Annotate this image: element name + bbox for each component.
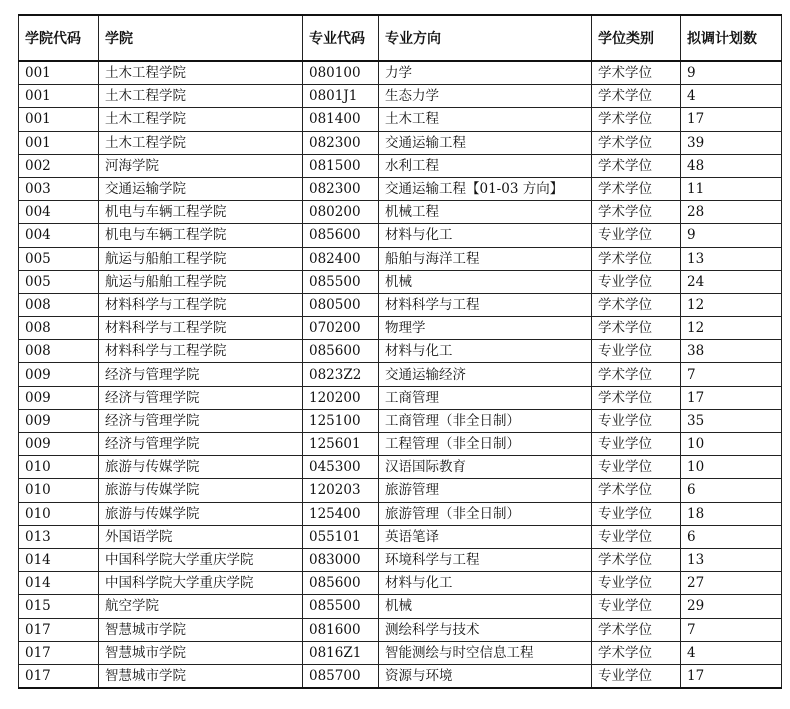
college-cell: 航运与船舶工程学院	[99, 247, 303, 270]
table-row	[19, 247, 782, 270]
college-cell: 材料科学与工程学院	[99, 340, 303, 363]
college-code-cell: 005	[19, 270, 99, 293]
planned-count-cell: 27	[681, 572, 782, 595]
college-code-cell: 010	[19, 502, 99, 525]
major-direction-cell: 工商管理	[379, 386, 592, 409]
major-direction-cell: 生态力学	[379, 85, 592, 108]
table-row	[19, 548, 782, 571]
table-row	[19, 131, 782, 154]
table-row	[19, 340, 782, 363]
planned-count-cell: 6	[681, 479, 782, 502]
degree-type-cell: 学术学位	[592, 201, 681, 224]
planned-count-cell: 13	[681, 247, 782, 270]
major-direction-cell: 环境科学与工程	[379, 548, 592, 571]
planned-count-cell: 48	[681, 154, 782, 177]
degree-type-cell: 学术学位	[592, 386, 681, 409]
major-code-cell: 085600	[303, 340, 379, 363]
planned-count-cell: 10	[681, 456, 782, 479]
major-direction-cell: 工商管理（非全日制）	[379, 409, 592, 432]
college-cell: 机电与车辆工程学院	[99, 224, 303, 247]
planned-count-cell: 28	[681, 201, 782, 224]
college-cell: 土木工程学院	[99, 131, 303, 154]
planned-count-cell: 9	[681, 61, 782, 85]
header-row	[19, 15, 782, 61]
enrollment-plan-table	[18, 14, 782, 689]
degree-type-cell: 学术学位	[592, 61, 681, 85]
table-row	[19, 386, 782, 409]
major-direction-cell: 力学	[379, 61, 592, 85]
college-cell: 土木工程学院	[99, 108, 303, 131]
college-code-cell: 014	[19, 548, 99, 571]
table-row	[19, 61, 782, 85]
degree-type-cell: 学术学位	[592, 293, 681, 316]
major-direction-cell: 英语笔译	[379, 525, 592, 548]
major-direction-cell: 测绘科学与技术	[379, 618, 592, 641]
major-code-cell: 120200	[303, 386, 379, 409]
major-direction-cell: 机械	[379, 270, 592, 293]
enrollment-plan-sheet	[18, 14, 782, 689]
table-row	[19, 201, 782, 224]
college-cell: 经济与管理学院	[99, 386, 303, 409]
degree-type-cell: 学术学位	[592, 177, 681, 200]
planned-count-cell: 9	[681, 224, 782, 247]
table-row	[19, 108, 782, 131]
degree-type-cell: 专业学位	[592, 502, 681, 525]
major-direction-cell: 工程管理（非全日制）	[379, 433, 592, 456]
major-code-cell: 080100	[303, 61, 379, 85]
degree-type-cell: 专业学位	[592, 409, 681, 432]
college-code-cell: 014	[19, 572, 99, 595]
degree-type-cell: 学术学位	[592, 317, 681, 340]
header-degree-type: 学位类别	[592, 15, 681, 61]
degree-type-cell: 学术学位	[592, 548, 681, 571]
college-cell: 交通运输学院	[99, 177, 303, 200]
degree-type-cell: 学术学位	[592, 618, 681, 641]
degree-type-cell: 专业学位	[592, 572, 681, 595]
table-header	[19, 15, 782, 61]
major-code-cell: 0823Z2	[303, 363, 379, 386]
table-row	[19, 664, 782, 688]
college-cell: 旅游与传媒学院	[99, 502, 303, 525]
planned-count-cell: 17	[681, 108, 782, 131]
degree-type-cell: 学术学位	[592, 363, 681, 386]
table-row	[19, 433, 782, 456]
college-code-cell: 001	[19, 61, 99, 85]
header-planned-count: 拟调计划数	[681, 15, 782, 61]
table-row	[19, 224, 782, 247]
major-direction-cell: 水利工程	[379, 154, 592, 177]
college-cell: 中国科学院大学重庆学院	[99, 572, 303, 595]
major-code-cell: 081500	[303, 154, 379, 177]
planned-count-cell: 6	[681, 525, 782, 548]
college-code-cell: 009	[19, 433, 99, 456]
planned-count-cell: 39	[681, 131, 782, 154]
degree-type-cell: 学术学位	[592, 85, 681, 108]
college-cell: 材料科学与工程学院	[99, 317, 303, 340]
college-code-cell: 004	[19, 201, 99, 224]
major-code-cell: 120203	[303, 479, 379, 502]
college-cell: 智慧城市学院	[99, 664, 303, 688]
college-cell: 机电与车辆工程学院	[99, 201, 303, 224]
major-direction-cell: 材料与化工	[379, 224, 592, 247]
college-code-cell: 017	[19, 641, 99, 664]
college-code-cell: 015	[19, 595, 99, 618]
degree-type-cell: 专业学位	[592, 595, 681, 618]
college-code-cell: 001	[19, 85, 99, 108]
college-code-cell: 009	[19, 363, 99, 386]
college-code-cell: 005	[19, 247, 99, 270]
college-code-cell: 010	[19, 479, 99, 502]
major-code-cell: 085500	[303, 595, 379, 618]
major-code-cell: 085600	[303, 572, 379, 595]
header-college-code: 学院代码	[19, 15, 99, 61]
college-cell: 智慧城市学院	[99, 641, 303, 664]
table-row	[19, 502, 782, 525]
table-body	[19, 61, 782, 688]
major-code-cell: 085700	[303, 664, 379, 688]
table-row	[19, 456, 782, 479]
major-direction-cell: 材料与化工	[379, 572, 592, 595]
planned-count-cell: 4	[681, 85, 782, 108]
college-code-cell: 008	[19, 317, 99, 340]
major-code-cell: 082300	[303, 177, 379, 200]
major-code-cell: 085500	[303, 270, 379, 293]
degree-type-cell: 学术学位	[592, 154, 681, 177]
degree-type-cell: 专业学位	[592, 340, 681, 363]
table-row	[19, 409, 782, 432]
table-row	[19, 479, 782, 502]
table-row	[19, 317, 782, 340]
major-direction-cell: 汉语国际教育	[379, 456, 592, 479]
major-direction-cell: 旅游管理	[379, 479, 592, 502]
major-code-cell: 045300	[303, 456, 379, 479]
degree-type-cell: 学术学位	[592, 479, 681, 502]
major-direction-cell: 智能测绘与时空信息工程	[379, 641, 592, 664]
planned-count-cell: 10	[681, 433, 782, 456]
college-cell: 航空学院	[99, 595, 303, 618]
college-code-cell: 017	[19, 618, 99, 641]
major-code-cell: 081600	[303, 618, 379, 641]
planned-count-cell: 11	[681, 177, 782, 200]
table-row	[19, 270, 782, 293]
college-cell: 材料科学与工程学院	[99, 293, 303, 316]
degree-type-cell: 专业学位	[592, 664, 681, 688]
college-cell: 经济与管理学院	[99, 409, 303, 432]
table-row	[19, 177, 782, 200]
major-code-cell: 055101	[303, 525, 379, 548]
college-cell: 河海学院	[99, 154, 303, 177]
table-row	[19, 618, 782, 641]
college-code-cell: 009	[19, 409, 99, 432]
table-row	[19, 363, 782, 386]
major-code-cell: 0801J1	[303, 85, 379, 108]
planned-count-cell: 12	[681, 317, 782, 340]
major-code-cell: 083000	[303, 548, 379, 571]
major-direction-cell: 交通运输工程【01-03 方向】	[379, 177, 592, 200]
planned-count-cell: 4	[681, 641, 782, 664]
college-code-cell: 004	[19, 224, 99, 247]
major-direction-cell: 交通运输经济	[379, 363, 592, 386]
major-direction-cell: 土木工程	[379, 108, 592, 131]
major-direction-cell: 机械	[379, 595, 592, 618]
header-major-direction: 专业方向	[379, 15, 592, 61]
major-code-cell: 125100	[303, 409, 379, 432]
planned-count-cell: 7	[681, 618, 782, 641]
college-cell: 经济与管理学院	[99, 433, 303, 456]
major-code-cell: 085600	[303, 224, 379, 247]
college-code-cell: 010	[19, 456, 99, 479]
table-row	[19, 525, 782, 548]
college-code-cell: 003	[19, 177, 99, 200]
major-direction-cell: 物理学	[379, 317, 592, 340]
planned-count-cell: 38	[681, 340, 782, 363]
table-row	[19, 85, 782, 108]
planned-count-cell: 13	[681, 548, 782, 571]
major-code-cell: 0816Z1	[303, 641, 379, 664]
degree-type-cell: 学术学位	[592, 247, 681, 270]
major-code-cell: 080500	[303, 293, 379, 316]
planned-count-cell: 24	[681, 270, 782, 293]
major-direction-cell: 旅游管理（非全日制）	[379, 502, 592, 525]
major-direction-cell: 机械工程	[379, 201, 592, 224]
major-direction-cell: 资源与环境	[379, 664, 592, 688]
major-code-cell: 125400	[303, 502, 379, 525]
planned-count-cell: 17	[681, 664, 782, 688]
major-direction-cell: 材料与化工	[379, 340, 592, 363]
college-code-cell: 002	[19, 154, 99, 177]
college-code-cell: 001	[19, 131, 99, 154]
planned-count-cell: 18	[681, 502, 782, 525]
college-code-cell: 008	[19, 340, 99, 363]
major-direction-cell: 船舶与海洋工程	[379, 247, 592, 270]
major-code-cell: 080200	[303, 201, 379, 224]
degree-type-cell: 专业学位	[592, 224, 681, 247]
degree-type-cell: 专业学位	[592, 433, 681, 456]
table-row	[19, 154, 782, 177]
degree-type-cell: 专业学位	[592, 270, 681, 293]
college-cell: 土木工程学院	[99, 61, 303, 85]
college-cell: 智慧城市学院	[99, 618, 303, 641]
degree-type-cell: 专业学位	[592, 525, 681, 548]
major-code-cell: 082400	[303, 247, 379, 270]
degree-type-cell: 专业学位	[592, 456, 681, 479]
planned-count-cell: 17	[681, 386, 782, 409]
table-row	[19, 595, 782, 618]
header-college: 学院	[99, 15, 303, 61]
major-direction-cell: 交通运输工程	[379, 131, 592, 154]
planned-count-cell: 29	[681, 595, 782, 618]
table-row	[19, 641, 782, 664]
major-code-cell: 081400	[303, 108, 379, 131]
degree-type-cell: 学术学位	[592, 108, 681, 131]
college-cell: 旅游与传媒学院	[99, 479, 303, 502]
college-cell: 土木工程学院	[99, 85, 303, 108]
header-major-code: 专业代码	[303, 15, 379, 61]
major-code-cell: 125601	[303, 433, 379, 456]
planned-count-cell: 35	[681, 409, 782, 432]
college-code-cell: 008	[19, 293, 99, 316]
planned-count-cell: 7	[681, 363, 782, 386]
degree-type-cell: 学术学位	[592, 131, 681, 154]
table-row	[19, 572, 782, 595]
college-cell: 旅游与传媒学院	[99, 456, 303, 479]
college-cell: 外国语学院	[99, 525, 303, 548]
college-cell: 航运与船舶工程学院	[99, 270, 303, 293]
major-code-cell: 082300	[303, 131, 379, 154]
college-code-cell: 017	[19, 664, 99, 688]
college-code-cell: 009	[19, 386, 99, 409]
planned-count-cell: 12	[681, 293, 782, 316]
college-code-cell: 001	[19, 108, 99, 131]
college-code-cell: 013	[19, 525, 99, 548]
table-row	[19, 293, 782, 316]
college-cell: 经济与管理学院	[99, 363, 303, 386]
college-cell: 中国科学院大学重庆学院	[99, 548, 303, 571]
major-code-cell: 070200	[303, 317, 379, 340]
major-direction-cell: 材料科学与工程	[379, 293, 592, 316]
degree-type-cell: 学术学位	[592, 641, 681, 664]
